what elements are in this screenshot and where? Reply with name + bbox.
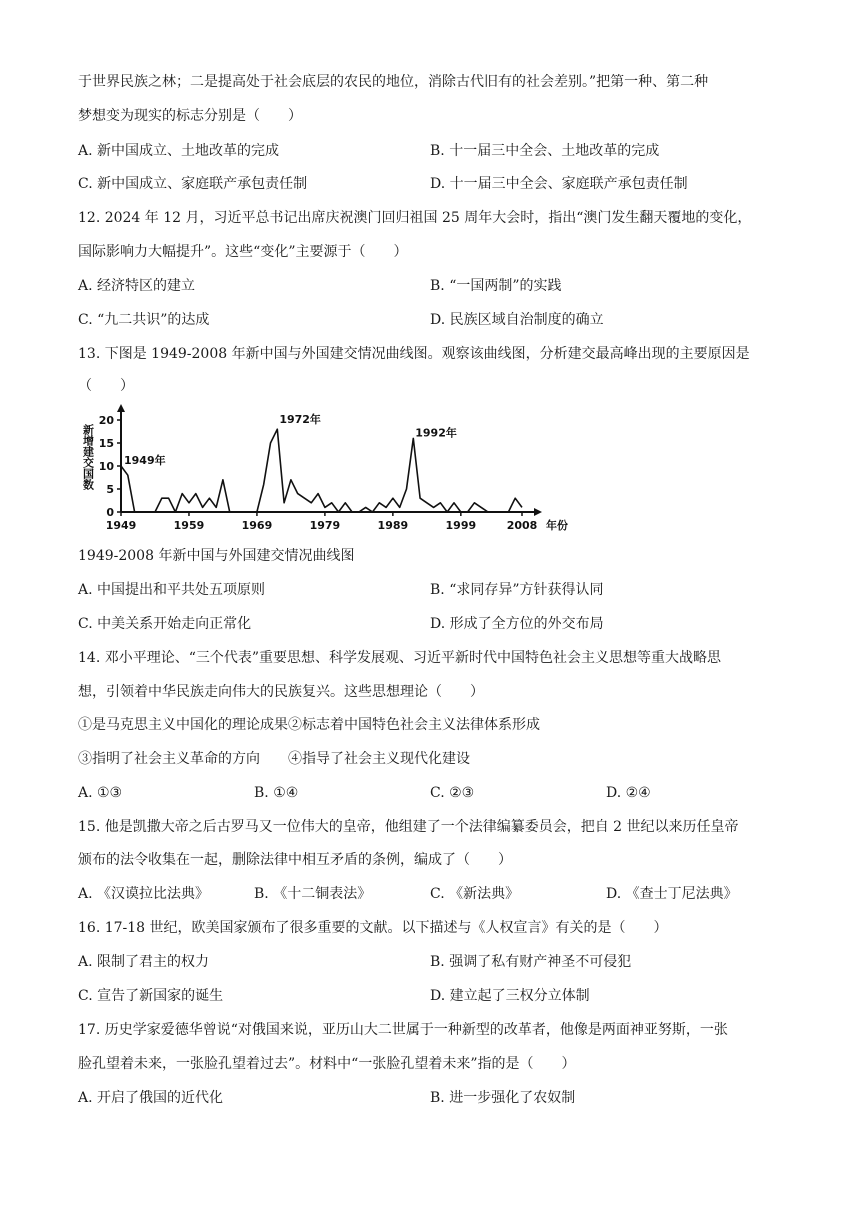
q11-option-c: C. 新中国成立、家庭联产承包责任制 — [78, 176, 308, 192]
q16-option-b: B. 强调了私有财产神圣不可侵犯 — [430, 954, 632, 970]
q11-option-d: D. 十一届三中全会、家庭联产承包责任制 — [430, 176, 688, 192]
x-axis-label: 年份 — [546, 519, 568, 532]
q14-statement-1-2: ①是马克思主义中国化的理论成果②标志着中国特色社会主义法律体系形成 — [78, 717, 540, 733]
q17-option-b: B. 进一步强化了农奴制 — [430, 1090, 576, 1106]
q17-stem-line2: 脸孔望着未来，一张脸孔望着过去”。材料中“一张脸孔望着未来”指的是（ ） — [78, 1056, 576, 1072]
q11-stem-line2: 梦想变为现实的标志分别是（ ） — [78, 108, 302, 124]
q16-option-d: D. 建立起了三权分立体制 — [430, 988, 590, 1004]
q14-option-d: D. ②④ — [606, 785, 651, 801]
q14-stem-line1: 14. 邓小平理论、“三个代表”重要思想、科学发展观、习近平新时代中国特色社会主义思想等重大战略思 — [78, 650, 722, 666]
q13-option-c: C. 中美关系开始走向正常化 — [78, 616, 252, 632]
peak-annotation: 1992年 — [415, 426, 457, 440]
y-tick-label: 0 — [106, 506, 114, 519]
y-axis-arrow — [117, 404, 125, 412]
q12-option-d: D. 民族区域自治制度的确立 — [430, 312, 604, 328]
q14-option-c: C. ②③ — [430, 785, 475, 801]
q15-option-d: D. 《查士丁尼法典》 — [606, 886, 738, 902]
x-tick-label: 1989 — [377, 519, 409, 532]
q15-option-b: B. 《十二铜表法》 — [254, 886, 372, 902]
q12-option-a: A. 经济特区的建立 — [78, 278, 196, 294]
x-tick-label: 1979 — [309, 519, 341, 532]
q12-stem-line1: 12. 2024 年 12 月，习近平总书记出席庆祝澳门回归祖国 25 周年大会时，指出“澳门发生翻天覆地的变化， — [78, 210, 752, 226]
q17-option-a: A. 开启了俄国的近代化 — [78, 1090, 224, 1106]
q11-option-a: A. 新中国成立、土地改革的完成 — [78, 143, 280, 159]
q14-statement-3-4: ③指明了社会主义革命的方向 ④指导了社会主义现代化建设 — [78, 751, 470, 767]
q13-option-d: D. 形成了全方位的外交布局 — [430, 616, 604, 632]
y-tick-label: 15 — [98, 437, 114, 450]
q15-option-a: A. 《汉谟拉比法典》 — [78, 886, 210, 902]
q12-option-c: C. “九二共识”的达成 — [78, 312, 210, 328]
peak-annotation: 1949年 — [124, 454, 166, 467]
x-tick-label: 1999 — [445, 519, 477, 532]
q15-stem-line2: 颁布的法令收集在一起，删除法律中相互矛盾的条例，编成了（ ） — [78, 852, 512, 868]
y-axis-label: 新增建交国数 — [81, 424, 95, 490]
y-tick-label: 5 — [106, 483, 114, 496]
q14-option-a: A. ①③ — [78, 785, 123, 801]
y-tick-label: 10 — [98, 460, 114, 473]
q12-option-b: B. “一国两制”的实践 — [430, 278, 562, 294]
x-axis-arrow — [534, 508, 542, 516]
q15-option-c: C. 《新法典》 — [430, 886, 520, 902]
x-tick-label: 1959 — [173, 519, 205, 532]
q11-stem-line1: 于世界民族之林；二是提高处于社会底层的农民的地位，消除古代旧有的社会差别。”把第一种、第二种 — [78, 74, 709, 90]
q15-stem-line1: 15. 他是凯撒大帝之后古罗马又一位伟大的皇帝，他组建了一个法律编纂委员会，把自 2 世纪以来历任皇帝 — [78, 819, 739, 835]
q13-option-b: B. “求同存异”方针获得认同 — [430, 582, 604, 598]
q14-stem-line2: 想，引领着中华民族走向伟大的民族复兴。这些思想理论（ ） — [78, 684, 484, 700]
x-tick-label: 1949 — [105, 519, 137, 532]
q13-stem-line1: 13. 下图是 1949-2008 年新中国与外国建交情况曲线图。观察该曲线图，分析建交最高峰出现的主要原因是 — [78, 346, 750, 362]
x-tick-label: 2008 — [506, 519, 538, 532]
q16-option-a: A. 限制了君主的权力 — [78, 954, 210, 970]
chart-svg — [74, 404, 574, 534]
diplomacy-line-chart — [74, 404, 574, 534]
q14-option-b: B. ①④ — [254, 785, 299, 801]
q13-option-a: A. 中国提出和平共处五项原则 — [78, 582, 266, 598]
q11-option-b: B. 十一届三中全会、土地改革的完成 — [430, 143, 660, 159]
q13-stem-line2: （ ） — [78, 378, 134, 394]
y-tick-label: 20 — [98, 414, 114, 427]
q16-stem-line1: 16. 17-18 世纪，欧美国家颁布了很多重要的文献。以下描述与《人权宣言》有关的是（ ） — [78, 920, 668, 936]
q12-stem-line2: 国际影响力大幅提升”。这些“变化”主要源于（ ） — [78, 244, 408, 260]
q16-option-c: C. 宣告了新国家的诞生 — [78, 988, 224, 1004]
q17-stem-line1: 17. 历史学家爱德华曾说“对俄国来说，亚历山大二世属于一种新型的改革者，他像是两面神亚努斯，一张 — [78, 1022, 728, 1038]
series-line — [121, 429, 522, 512]
peak-annotation: 1972年 — [279, 413, 321, 427]
q13-chart-caption: 1949-2008 年新中国与外国建交情况曲线图 — [78, 548, 355, 564]
x-tick-label: 1969 — [241, 519, 273, 532]
